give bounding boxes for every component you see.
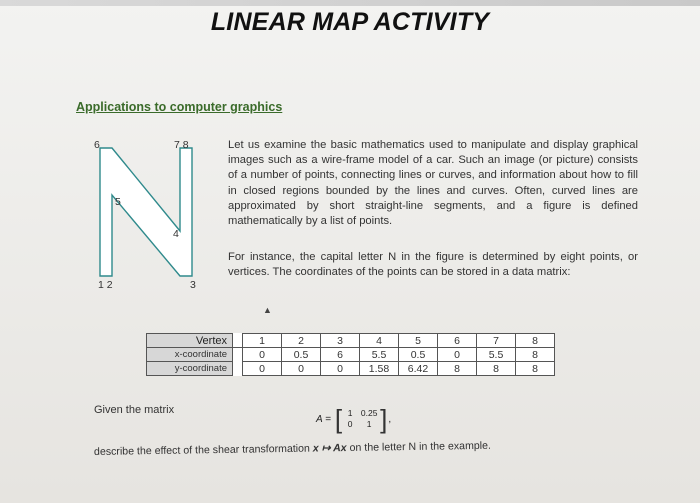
table-cell: 0.5 bbox=[399, 348, 438, 362]
matrix-entry: 1 bbox=[347, 408, 353, 418]
table-cell: 6 bbox=[321, 348, 360, 362]
table-cell: 8 bbox=[516, 334, 555, 348]
table-cell: 8 bbox=[477, 362, 516, 376]
matrix-entry: 1 bbox=[366, 419, 372, 429]
matrix-entry: 0.25 bbox=[360, 408, 378, 418]
right-bracket: ] bbox=[380, 404, 388, 434]
table-header-label: Vertex bbox=[147, 334, 233, 348]
question-text bbox=[94, 439, 564, 458]
example-paragraph: For instance, the capital letter N in the figure is determined by eight points, or vertices. The coordinates of the points can be stored in a data matrix: bbox=[228, 251, 638, 279]
table-cell: 8 bbox=[516, 348, 555, 362]
table-cell: 4 bbox=[360, 334, 399, 348]
vertex-label-3: 3 bbox=[190, 279, 196, 291]
table-cell: 8 bbox=[516, 362, 555, 376]
vertex-label-7-8: 7 8 bbox=[174, 139, 189, 151]
table-cell: 7 bbox=[477, 334, 516, 348]
table-cell: 5.5 bbox=[360, 348, 399, 362]
table-cell: 0.5 bbox=[282, 348, 321, 362]
matrix-entries bbox=[342, 408, 380, 430]
table-row bbox=[147, 334, 555, 348]
vertex-label-1-2: 1 2 bbox=[98, 279, 113, 291]
shear-matrix bbox=[316, 404, 392, 434]
table-cell: 0 bbox=[243, 362, 282, 376]
table-cell: 5.5 bbox=[477, 348, 516, 362]
question-suffix: on the letter N in the example. bbox=[349, 439, 492, 454]
table-cell: 3 bbox=[321, 334, 360, 348]
vertex-data-table bbox=[146, 333, 555, 376]
table-cell: 8 bbox=[438, 362, 477, 376]
intro-paragraph: Let us examine the basic mathematics used to manipulate and display graphical images such as a wire-frame model of a car. Such an image (or picture) consists of a number of points, connecting lines or curves, and information about how to fill in closed regions bounded by the lines and curves. Often, curved lines are approximated by short straight-line segments, and a figure is defined mathematically by a list of points. bbox=[228, 139, 638, 228]
table-cell: 2 bbox=[282, 334, 321, 348]
table-cell: 0 bbox=[438, 348, 477, 362]
matrix-lhs: A = bbox=[316, 413, 331, 425]
table-cell: 1 bbox=[243, 334, 282, 348]
table-row bbox=[147, 362, 555, 376]
vertex-label-4: 4 bbox=[173, 228, 179, 240]
table-cell: 0 bbox=[282, 362, 321, 376]
table-cell: 0 bbox=[321, 362, 360, 376]
table-row-label: y-coordinate bbox=[147, 362, 233, 376]
letter-n-svg bbox=[94, 138, 218, 298]
matrix-tail: , bbox=[388, 413, 392, 425]
vertex-label-6: 6 bbox=[94, 139, 100, 151]
table-cell: 6 bbox=[438, 334, 477, 348]
given-text: Given the matrix bbox=[94, 404, 175, 416]
question-prefix: describe the effect of the shear transformation bbox=[93, 442, 310, 458]
matrix-entry: 0 bbox=[347, 419, 353, 429]
table-cell: 0 bbox=[243, 348, 282, 362]
window-top-strip bbox=[0, 0, 700, 6]
question-map: x ↦ Ax bbox=[312, 442, 347, 455]
mouse-cursor-icon: ▲ bbox=[263, 305, 272, 315]
table-row bbox=[147, 348, 555, 362]
table-cell: 5 bbox=[399, 334, 438, 348]
table-cell: 1.58 bbox=[360, 362, 399, 376]
table-cell: 6.42 bbox=[399, 362, 438, 376]
table-row-label: x-coordinate bbox=[147, 348, 233, 362]
left-bracket: [ bbox=[334, 404, 343, 434]
letter-n-shape bbox=[100, 148, 192, 276]
section-heading: Applications to computer graphics bbox=[76, 100, 283, 114]
letter-n-figure bbox=[94, 138, 218, 298]
vertex-label-5: 5 bbox=[115, 196, 121, 208]
page-title: LINEAR MAP ACTIVITY bbox=[210, 8, 490, 36]
